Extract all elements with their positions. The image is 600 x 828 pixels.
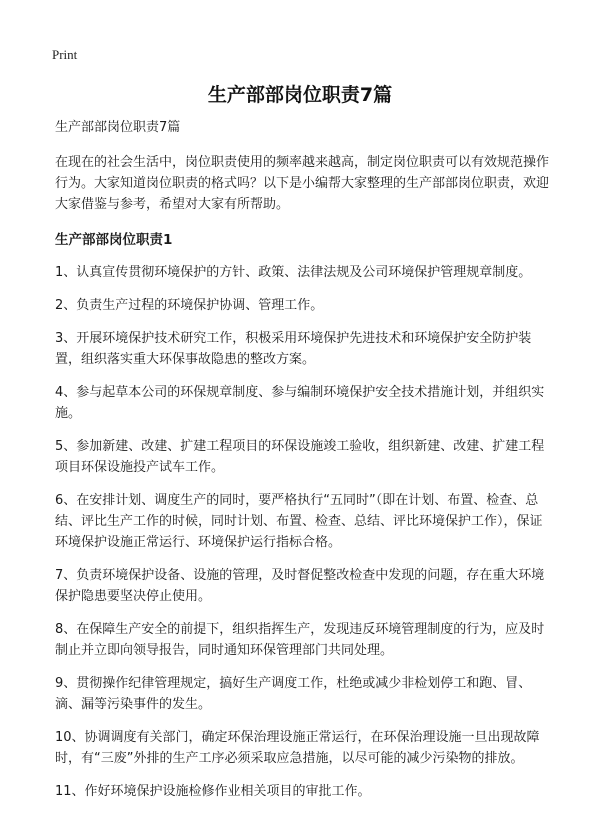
- list-item: 6、在安排计划、调度生产的同时，要严格执行“五同时”（即在计划、布置、检查、总结、评比生产工作的时候，同时计划、布置、检查、总结、评比环境保护工作），保证环境保护设施正常运行、环境保护运行指标合格。: [55, 493, 543, 550]
- list-item: 5、参加新建、改建、扩建工程项目的环保设施竣工验收，组织新建、改建、扩建工程项目环保设施投产试车工作。: [55, 439, 545, 475]
- document-body: [55, 118, 550, 814]
- intro-paragraph: 在现在的社会生活中，岗位职责使用的频率越来越高，制定岗位职责可以有效规范操作行为。大家知道岗位职责的格式吗？以下是小编帮大家整理的生产部部岗位职责，欢迎大家借鉴与参考，希望对大家有所帮助。: [55, 155, 550, 212]
- list-item: 8、在保障生产安全的前提下，组织指挥生产，发现违反环境管理制度的行为，应及时制止并立即向领导报告，同时通知环保管理部门共同处理。: [55, 622, 545, 658]
- list-item: 3、开展环境保护技术研究工作，积极采用环境保护先进技术和环境保护安全防护装置，组织落实重大环保事故隐患的整改方案。: [55, 331, 532, 367]
- list-item: 4、参与起草本公司的环保规章制度、参与编制环境保护安全技术措施计划，并组织实施。: [55, 385, 545, 421]
- list-item: 2、负责生产过程的环境保护协调、管理工作。: [55, 298, 324, 313]
- print-link[interactable]: Print: [52, 47, 78, 62]
- list-item: 11、作好环境保护设施检修作业相关项目的审批工作。: [55, 784, 371, 799]
- document-subtitle: 生产部部岗位职责7篇: [55, 120, 181, 135]
- document-title: 生产部部岗位职责7篇: [207, 84, 393, 106]
- list-item: 9、贯彻操作纪律管理规定，搞好生产调度工作，杜绝或减少非检划停工和跑、冒、滴、漏等污染事件的发生。: [55, 676, 532, 712]
- list-item: 10、协调调度有关部门，确定环保治理设施正常运行，在环保治理设施一旦出现故障时，有“三废”外排的生产工序必须采取应急措施，以尽可能的减少污染物的排放。: [55, 730, 540, 766]
- list-item: 7、负责环境保护设备、设施的管理，及时督促整改检查中发现的问题，存在重大环境保护隐患要坚决停止使用。: [55, 568, 545, 604]
- list-item: 1、认真宣传贯彻环境保护的方针、政策、法律法规及公司环境保护管理规章制度。: [55, 265, 532, 280]
- section-heading: 生产部部岗位职责1: [55, 232, 173, 248]
